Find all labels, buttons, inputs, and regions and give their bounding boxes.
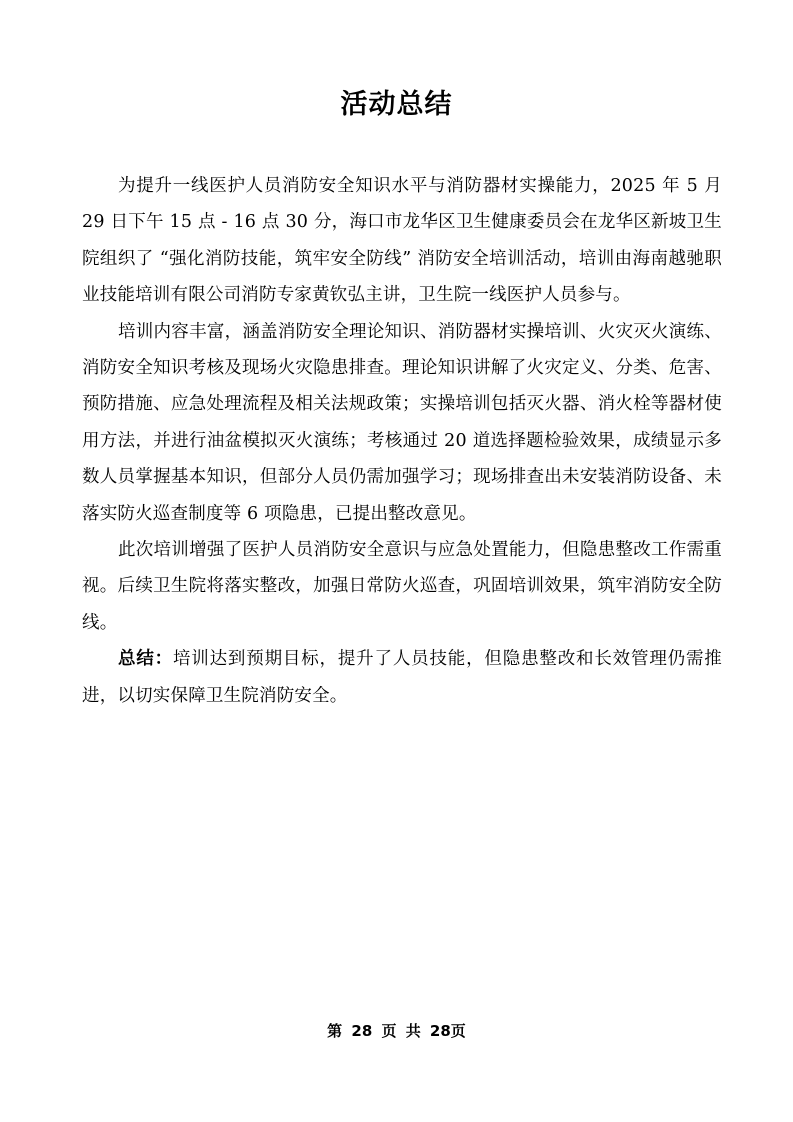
paragraph-effect: 此次培训增强了医护人员消防安全意识与应急处置能力，但隐患整改工作需重视。后续卫生院将落实整改，加强日常防火巡查，巩固培训效果，筑牢消防安全防线。 xyxy=(82,540,722,633)
summary-lead-label: 总结： xyxy=(118,649,173,670)
summary-text: 培训达到预期目标，提升了人员技能，但隐患整改和长效管理仍需推进，以切实保障卫生院消防安全。 xyxy=(82,649,722,706)
document-body xyxy=(82,168,722,714)
paragraph-content: 培训内容丰富，涵盖消防安全理论知识、消防器材实操培训、火灾灭火演练、消防安全知识考核及现场火灾隐患排查。理论知识讲解了火灾定义、分类、危害、预防措施、应急处理流程及相关法规政策；实操培训包括灭火器、消火栓等器材使用方法，并进行油盆模拟灭火演练；考核通过 20 道选择题检验效果，成绩显示多数人员掌握基本知识，但部分人员仍需加强学习；现场排查出未安装消防设备、未落实防火巡查制度等 6 项隐患，已提出整改意见。 xyxy=(82,321,722,524)
page-title: 活动总结 xyxy=(340,89,453,120)
paragraph-summary xyxy=(82,641,722,714)
page-footer: 第 28 页 共 28页 xyxy=(327,1022,466,1040)
paragraph-intro: 为提升一线医护人员消防安全知识水平与消防器材实操能力，2025 年 5 月 29 日下午 15 点 - 16 点 30 分，海口市龙华区卫生健康委员会在龙华区新坡卫生院组织了 “强化消防技能，筑牢安全防线” 消防安全培训活动，培训由海南越驰职业技能培训有限公司消防专家黄钦弘主讲，卫生院一线医护人员参与。 xyxy=(82,176,722,306)
